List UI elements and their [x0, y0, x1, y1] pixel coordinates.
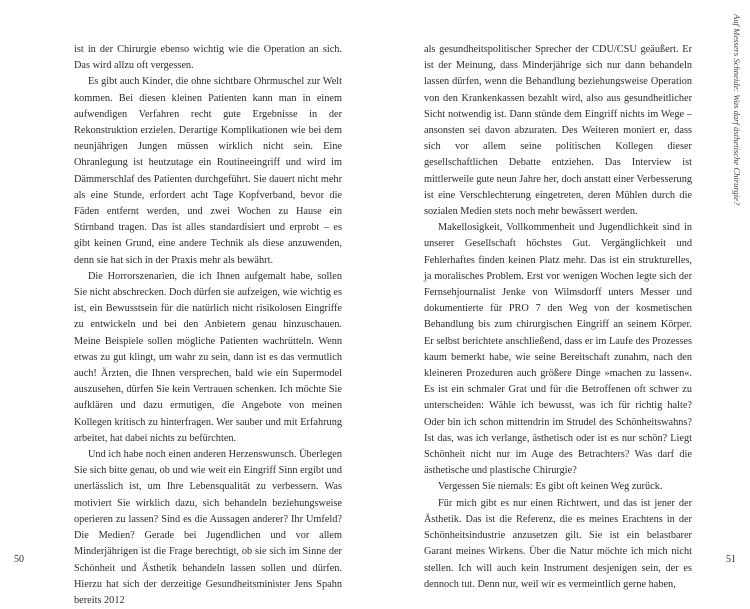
- left-paragraph-3: Die Horrorszenarien, die ich Ihnen aufgemalt habe, sollen Sie nicht abschrecken. Doch dürfen sie aufzeigen, wie wichtig es ist, ein Bewusstsein für die natürlich nicht risikolosen Eingriffe zu entwickeln und bei den Anbietern genau hinzuschauen. Meine Beispiele sollen mögliche Patienten wachrütteln. Wenn etwas zu gut klingt, um wahr zu sein, dann ist es das vermutlich auch! Ärzten, die Ihnen versprechen, bald wie ein Supermodel auszusehen, dürfen Sie kein Vertrauen schenken. Ich möchte Sie aufklären und dazu ermutigen, die Angebote von meinen Kollegen kritisch zu hinterfragen. Wer sauber und mit Erfahrung arbeitet, hat dabei nichts zu befürchten.: [74, 270, 342, 444]
- right-paragraph-1: als gesundheitspolitischer Sprecher der CDU/CSU geäußert. Er ist der Meinung, dass Minderjährige sich nur dann behandeln lassen dürfen, wenn die Behandlung beziehungsweise Operation von den Krankenkassen bezahlt wird, also aus gesundheitlicher Sicht notwendig ist. Dann stünde dem Eingriff nichts im Wege – ansonsten sei davon abzuraten. Des Weiteren moniert er, dass sich vor allem seine politischen Kollegen dieser gesellschaftlichen Debatte entziehen. Das Interview ist mittlerweile gute neun Jahre her, doch anstatt einer Verbesserung ist eine Verschlechterung eingetreten, deren Mühlen durch die sozialen Medien stets noch mehr bewässert werden.: [424, 44, 692, 218]
- left-paragraph-1: ist in der Chirurgie ebenso wichtig wie die Operation an sich. Das wird allzu oft vergessen.: [74, 44, 342, 72]
- right-paragraph-4: Für mich gibt es nur einen Richtwert, und das ist jener der Ästhetik. Das ist die Referenz, die es meines Erachtens in der Schönheitsindustrie anzusetzen gilt. Sie ist ein belastbarer Garant meines Wirkens. Über die Natur möchte ich mich nicht stellen. Ich will auch kein Instrument desjenigen sein, der es dennoch tut. Denn nur, weil wir es vermeintlich gerne haben,: [424, 497, 692, 590]
- running-head: [730, 14, 744, 294]
- right-page-body: [424, 42, 692, 593]
- left-page-number: 50: [14, 554, 24, 565]
- right-page-number: 51: [726, 554, 736, 565]
- left-page-body: [74, 42, 342, 609]
- running-head-text: Auf Messers Schneide: Was darf ästhetische Chirurgie?: [732, 14, 742, 206]
- left-paragraph-2: Es gibt auch Kinder, die ohne sichtbare Ohrmuschel zur Welt kommen. Bei diesen kleinen Patienten kann man in einem aufwendigen Verfahren recht gute Ergebnisse in der Rekonstruktion erzielen. Derartige Komplikationen wie bei dem neunjährigen Jungen müssen wirklich nicht sein. Eine Ohranlegung ist heutzutage ein Routineeingriff und wird im Dämmerschlaf des Patienten durchgeführt. Sie dauert nicht mehr als eine Stunde, erfordert acht Tage Kopfverband, bevor die Fäden entfernt werden, und zwei Wochen zu Hause ein Stirnband tragen. Das ist alles standardisiert und erprobt – es gibt keinen Grund, eine andere Technik als diese anzuwenden, denn sie hat sich in der Praxis mehr als bewährt.: [74, 76, 342, 266]
- right-paragraph-2: Makellosigkeit, Vollkommenheit und Jugendlichkeit sind in unserer Gesellschaft höchstes Gut. Vergänglichkeit und Fehlerhaftes finden keinen Platz mehr. Das ist ein strukturelles, ja moralisches Problem. Erst vor wenigen Wochen legte sich der Fernsehjournalist Jenke von Wilmsdorff unters Messer und dokumentierte für PRO 7 den Weg von der kosmetischen Behandlung bis zum chirurgischen Eingriff an seinem Körper. Er selbst berichtete anschließend, dass er im Laufe des Prozesses kaum bemerkt habe, wie seine Bereitschaft zunahm, nach den kleineren Prozeduren auch größere Dinge »machen zu lassen«. Es ist ein schmaler Grat und für die Betroffenen oft schwer zu unterscheiden: Wähle ich bewusst, was ich für richtig halte? Oder bin ich schon mittendrin im Strudel des Schönheitswahns? Ist das, was ich verlange, ästhetisch oder ist es nur schön? Liegt Schönheit nicht nur im Auge des Betrachters? Was darf die ästhetische und plastische Chirurgie?: [424, 222, 692, 477]
- left-paragraph-4: Und ich habe noch einen anderen Herzenswunsch. Überlegen Sie sich bitte genau, ob und wie weit ein Eingriff Sinn ergibt und unerlässlich ist, um Ihre Lebensqualität zu verbessern. Was motiviert Sie wirklich dazu, sich behandeln beziehungsweise operieren zu lassen? Sind es die Aussagen anderer? Ihr Umfeld? Die Medien? Gerade bei Jugendlichen und vor allem Minderjährigen ist die Frage berechtigt, ob sie sich im Sinne der Schönheit und Ästhetik behandeln lassen sollen und dürfen. Hierzu hat sich der derzeitige Gesundheitsminister Jens Spahn bereits 2012: [74, 449, 342, 606]
- right-paragraph-3: Vergessen Sie niemals: Es gibt oft keinen Weg zurück.: [438, 481, 663, 493]
